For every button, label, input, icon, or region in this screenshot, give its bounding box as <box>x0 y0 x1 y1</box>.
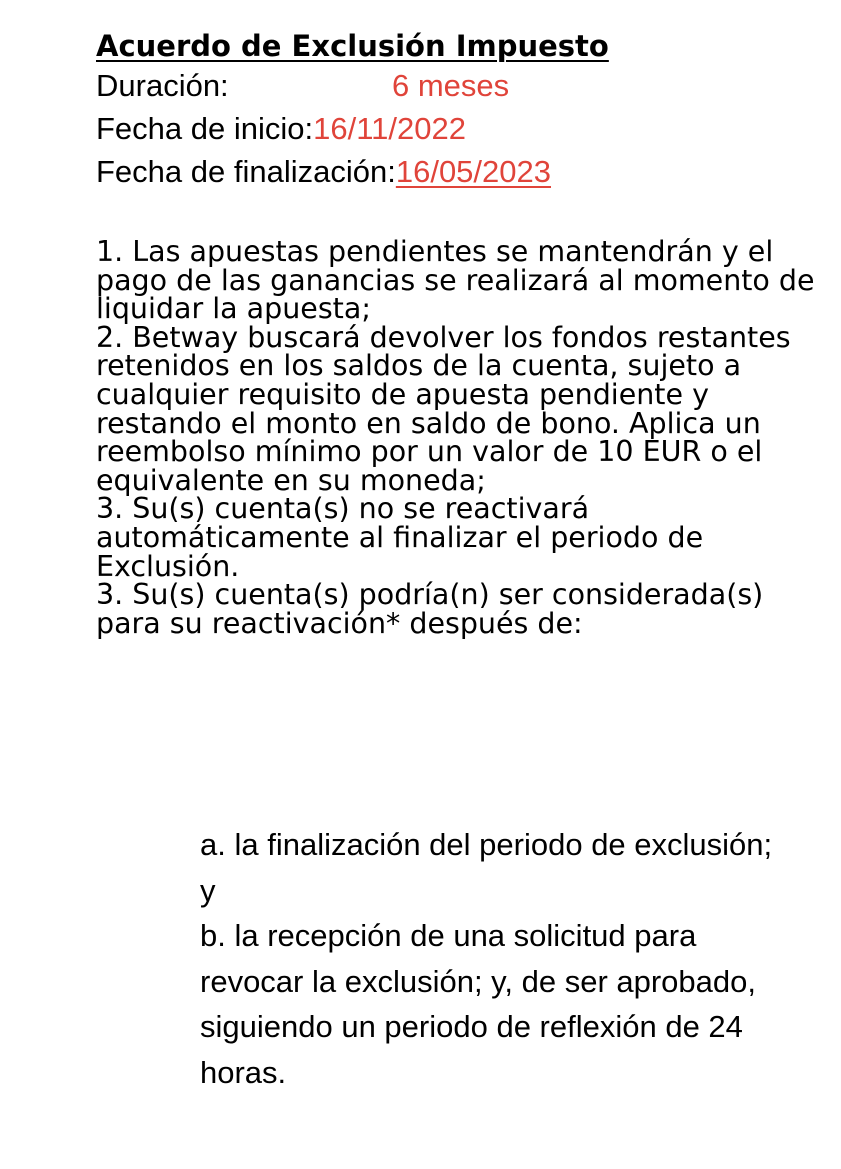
reactivation-conditions <box>200 822 780 1095</box>
condition-b: b. la recepción de una solicitud para revocar la exclusión; y, de ser aprobado, siguiendo un periodo de reflexión de 24 horas. <box>200 918 757 1090</box>
document-title: Acuerdo de Exclusión Impuesto <box>96 29 609 63</box>
end-date-row <box>96 150 816 193</box>
end-date-value[interactable]: 16/05/2023 <box>395 154 551 189</box>
clause-4: 3. Su(s) cuenta(s) podría(n) ser considerada(s) para su reactivación* después de: <box>96 578 764 640</box>
start-date-row <box>96 107 816 150</box>
end-date-label: Fecha de finalización: <box>96 154 396 189</box>
duration-row <box>96 64 816 107</box>
agreement-document <box>96 28 816 638</box>
duration-value: 6 meses <box>392 68 510 103</box>
clauses-list <box>96 235 816 640</box>
clause-1: 1. Las apuestas pendientes se mantendrán y el pago de las ganancias se realizará al momento de liquidar la apuesta; <box>96 235 815 326</box>
clause-3: 3. Su(s) cuenta(s) no se reactivará automáticamente al finalizar el periodo de Exclusión. <box>96 492 704 583</box>
duration-label: Duración: <box>96 68 229 103</box>
condition-a: a. la finalización del periodo de exclusión; y <box>200 827 773 908</box>
start-date-value: 16/11/2022 <box>313 111 466 146</box>
clause-2: 2. Betway buscará devolver los fondos restantes retenidos en los saldos de la cuenta, sujeto a cualquier requisito de apuesta pendiente y restando el monto en saldo de bono. Aplica un reembolso mínimo por un valor de 10 EUR o el equivalente en su moneda; <box>96 320 791 497</box>
start-date-label: Fecha de inicio: <box>96 111 314 146</box>
